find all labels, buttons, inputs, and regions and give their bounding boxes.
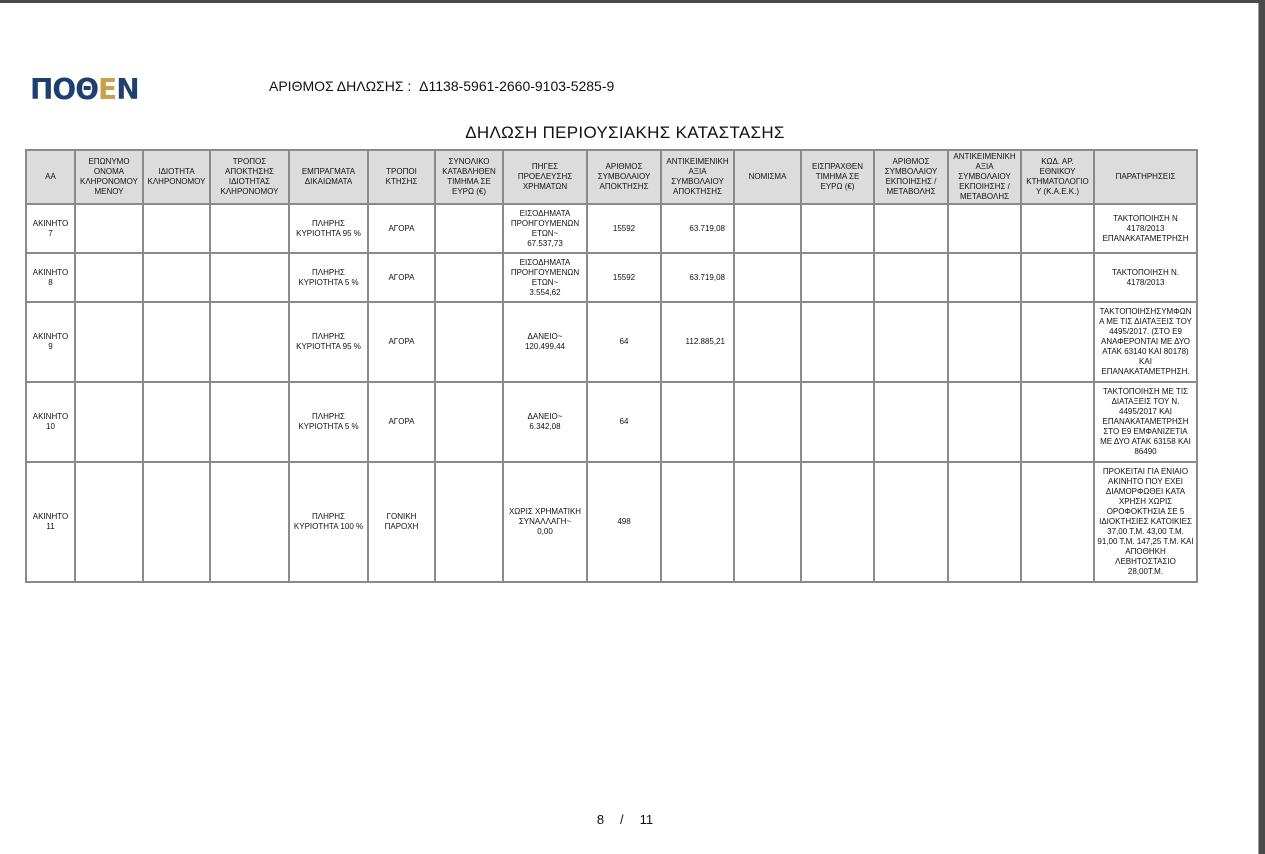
cell-acquisition: ΓΟΝΙΚΗ ΠΑΡΟΧΗ <box>368 462 435 582</box>
cell-empty <box>734 382 801 462</box>
cell-aa: ΑΚΙΝΗΤΟ 11 <box>26 462 75 582</box>
cell-empty <box>143 204 210 253</box>
cell-rights: ΠΛΗΡΗΣ ΚΥΡΙΟΤΗΤΑ 95 % <box>289 204 368 253</box>
logo-text-part3: Ν <box>116 73 139 106</box>
cell-empty <box>75 253 143 302</box>
page-separator: / <box>620 812 624 827</box>
cell-empty <box>210 204 289 253</box>
cell-rights: ΠΛΗΡΗΣ ΚΥΡΙΟΤΗΤΑ 5 % <box>289 382 368 462</box>
cell-acquisition: ΑΓΟΡΑ <box>368 204 435 253</box>
table-row <box>26 382 1197 462</box>
cell-contract: 64 <box>587 302 661 382</box>
document-page <box>0 3 1259 854</box>
header-funds-source: ΠΗΓΕΣ ΠΡΟΕΛΕΥΣΗΣ ΧΡΗΜΑΤΩΝ <box>503 150 587 204</box>
cell-empty <box>801 462 874 582</box>
cell-value: 112.885,21 <box>661 302 734 382</box>
cell-empty <box>75 462 143 582</box>
header-disposal-value: ΑΝΤΙΚΕΙΜΕΝΙΚΗ ΑΞΙΑ ΣΥΜΒΟΛΑΙΟΥ ΕΚΠΟΙΗΣΗΣ / ΜΕΤΑΒΟΛΗΣ <box>948 150 1021 204</box>
cell-rights: ΠΛΗΡΗΣ ΚΥΡΙΟΤΗΤΑ 100 % <box>289 462 368 582</box>
cell-value: 63.719,08 <box>661 253 734 302</box>
cell-empty <box>948 204 1021 253</box>
cell-empty <box>435 253 503 302</box>
cell-empty <box>734 302 801 382</box>
cell-rights: ΠΛΗΡΗΣ ΚΥΡΙΟΤΗΤΑ 5 % <box>289 253 368 302</box>
cell-contract: 64 <box>587 382 661 462</box>
page-title: ΔΗΛΩΣΗ ΠΕΡΙΟΥΣΙΑΚΗΣ ΚΑΤΑΣΤΑΣΗΣ <box>465 123 785 142</box>
cell-empty <box>801 204 874 253</box>
declaration-number <box>265 78 614 94</box>
cell-empty <box>874 302 948 382</box>
header-received-price: ΕΙΣΠΡΑΧΘΕΝ ΤΙΜΗΜΑ ΣΕ ΕΥΡΩ (€) <box>801 150 874 204</box>
cell-notes: ΤΑΚΤΟΠΟΙΗΣΗ Ν 4178/2013 ΕΠΑΝΑΚΑΤΑΜΕΤΡΗΣΗ <box>1094 204 1197 253</box>
declaration-label: ΑΡΙΘΜΟΣ ΔΗΛΩΣΗΣ : <box>269 78 412 94</box>
cell-empty <box>210 462 289 582</box>
header-notes: ΠΑΡΑΤΗΡΗΣΕΙΣ <box>1094 150 1197 204</box>
cell-empty <box>801 382 874 462</box>
cell-empty <box>75 382 143 462</box>
table-row <box>26 302 1197 382</box>
table-header-row <box>26 150 1197 204</box>
header-aa: ΑΑ <box>26 150 75 204</box>
cell-empty <box>75 302 143 382</box>
cell-empty <box>801 302 874 382</box>
cell-empty <box>143 462 210 582</box>
cell-empty <box>435 382 503 462</box>
cell-empty <box>734 253 801 302</box>
page-indicator <box>0 812 1250 827</box>
header-heir-capacity: ΙΔΙΟΤΗΤΑ ΚΛΗΡΟΝΟΜΟΥ <box>143 150 210 204</box>
cell-empty <box>143 382 210 462</box>
declaration-value: Δ1138-5961-2660-9103-5285-9 <box>419 78 615 94</box>
cell-value <box>661 462 734 582</box>
cell-source: ΔΑΝΕΙΟ~ 6.342,08 <box>503 382 587 462</box>
cell-empty <box>948 302 1021 382</box>
cell-empty <box>210 253 289 302</box>
cell-empty <box>210 302 289 382</box>
cell-notes: ΠΡΟΚΕΙΤΑΙ ΓΙΑ ΕΝΙΑΙΟ ΑΚΙΝΗΤΟ ΠΟΥ ΕΧΕΙ ΔΙΑΜΟΡΦΩΘΕΙ ΚΑΤΑ ΧΡΗΣΗ ΧΩΡΙΣ ΟΡΟΦΟΚΤΗΣΙΑ ΣΕ 5 ΙΔΙΟΚΤΗΣΙΕΣ ΚΑΤΟΙΚΙΕΣ 37,00 Τ.Μ. 43,00 Τ.Μ. 91,00 Τ.Μ. 147,25 Τ.Μ. ΚΑΙ ΑΠΟΘΗΚΗ ΛΕΒΗΤΟΣΤΑΣΙΟ 28,00Τ.Μ. <box>1094 462 1197 582</box>
cell-empty <box>1021 204 1094 253</box>
cell-aa: ΑΚΙΝΗΤΟ 8 <box>26 253 75 302</box>
header-disposal-contract: ΑΡΙΘΜΟΣ ΣΥΜΒΟΛΑΙΟΥ ΕΚΠΟΙΗΣΗΣ /ΜΕΤΑΒΟΛΗΣ <box>874 150 948 204</box>
table-row <box>26 462 1197 582</box>
header-heir-acquisition: ΤΡΟΠΟΣ ΑΠΟΚΤΗΣΗΣ ΙΔΙΟΤΗΤΑΣ ΚΛΗΡΟΝΟΜΟΥ <box>210 150 289 204</box>
header-total-paid: ΣΥΝΟΛΙΚΟ ΚΑΤΑΒΛΗΘΕΝ ΤΙΜΗΜΑ ΣΕ ΕΥΡΩ (€) <box>435 150 503 204</box>
company-logo <box>30 73 139 106</box>
cell-value <box>661 382 734 462</box>
header-contract-number: ΑΡΙΘΜΟΣ ΣΥΜΒΟΛΑΙΟΥ ΑΠΟΚΤΗΣΗΣ <box>587 150 661 204</box>
cell-empty <box>143 302 210 382</box>
cell-empty <box>948 382 1021 462</box>
cell-acquisition: ΑΓΟΡΑ <box>368 302 435 382</box>
logo-text-part1: ΠΟΘ <box>30 73 99 106</box>
cell-acquisition: ΑΓΟΡΑ <box>368 253 435 302</box>
cell-empty <box>435 204 503 253</box>
page-total: 11 <box>639 812 654 827</box>
header-heir-name: ΕΠΩΝΥΜΟ ΟΝΟΜΑ ΚΛΗΡΟΝΟΜΟΥ ΜΕΝΟΥ <box>75 150 143 204</box>
cell-rights: ΠΛΗΡΗΣ ΚΥΡΙΟΤΗΤΑ 95 % <box>289 302 368 382</box>
cell-source: ΕΙΣΟΔΗΜΑΤΑ ΠΡΟΗΓΟΥΜΕΝΩΝ ΕΤΩΝ~ 3.554,62 <box>503 253 587 302</box>
cell-acquisition: ΑΓΟΡΑ <box>368 382 435 462</box>
cell-notes: ΤΑΚΤΟΠΟΙΗΣΗ Ν. 4178/2013 <box>1094 253 1197 302</box>
cell-empty <box>1021 302 1094 382</box>
cell-empty <box>948 253 1021 302</box>
cell-empty <box>948 462 1021 582</box>
cell-notes: ΤΑΚΤΟΠΟΙΗΣΗΣΥΜΦΩΝ Α ΜΕ ΤΙΣ ΔΙΑΤΑΞΕΙΣ ΤΟΥ 4495/2017. (ΣΤΟ Ε9 ΑΝΑΦΕΡΟΝΤΑΙ ΜΕ ΔΥΟ ΑΤΑΚ 63140 ΚΑΙ 80178) ΚΑΙ ΕΠΑΝΑΚΑΤΑΜΕΤΡΗΣΗ. <box>1094 302 1197 382</box>
cell-empty <box>210 382 289 462</box>
cell-empty <box>734 204 801 253</box>
cell-contract: 15592 <box>587 253 661 302</box>
cell-empty <box>435 302 503 382</box>
cell-aa: ΑΚΙΝΗΤΟ 10 <box>26 382 75 462</box>
cell-empty <box>874 204 948 253</box>
cell-source: ΧΩΡΙΣ ΧΡΗΜΑΤΙΚΗ ΣΥΝΑΛΛΑΓΗ~ 0,00 <box>503 462 587 582</box>
cell-empty <box>874 462 948 582</box>
cell-value: 63.719,08 <box>661 204 734 253</box>
cell-empty <box>801 253 874 302</box>
cell-empty <box>1021 382 1094 462</box>
cell-empty <box>75 204 143 253</box>
page-current: 8 <box>596 812 605 827</box>
cell-source: ΕΙΣΟΔΗΜΑΤΑ ΠΡΟΗΓΟΥΜΕΝΩΝ ΕΤΩΝ~ 67.537,73 <box>503 204 587 253</box>
table-row <box>26 253 1197 302</box>
cell-empty <box>143 253 210 302</box>
cell-aa: ΑΚΙΝΗΤΟ 7 <box>26 204 75 253</box>
cell-aa: ΑΚΙΝΗΤΟ 9 <box>26 302 75 382</box>
header-currency: ΝΟΜΙΣΜΑ <box>734 150 801 204</box>
cell-empty <box>435 462 503 582</box>
header-kaek: ΚΩΔ. ΑΡ. ΕΘΝΙΚΟΥ ΚΤΗΜΑΤΟΛΟΓΙΟ Υ (Κ.Α.Ε.Κ.) <box>1021 150 1094 204</box>
cell-contract: 498 <box>587 462 661 582</box>
cell-empty <box>874 253 948 302</box>
header-objective-value: ΑΝΤΙΚΕΙΜΕΝΙΚΗ ΑΞΙΑ ΣΥΜΒΟΛΑΙΟΥ ΑΠΟΚΤΗΣΗΣ <box>661 150 734 204</box>
header-rights: ΕΜΠΡΑΓΜΑΤΑ ΔΙΚΑΙΩΜΑΤΑ <box>289 150 368 204</box>
assets-table <box>25 149 1198 583</box>
logo-text-part2: Ε <box>98 73 117 106</box>
cell-empty <box>1021 462 1094 582</box>
cell-notes: ΤΑΚΤΟΠΟΙΗΣΗ ΜΕ ΤΙΣ ΔΙΑΤΑΞΕΙΣ ΤΟΥ Ν. 4495/2017 ΚΑΙ ΕΠΑΝΑΚΑΤΑΜΕΤΡΗΣΗ ΣΤΟ Ε9 ΕΜΦΑΝΙΖΕΤΙΑ ΜΕ ΔΥΟ ΑΤΑΚ 63158 ΚΑΙ 86490 <box>1094 382 1197 462</box>
cell-empty <box>874 382 948 462</box>
header-acquisition-method: ΤΡΟΠΟΙ ΚΤΗΣΗΣ <box>368 150 435 204</box>
cell-source: ΔΑΝΕΙΟ~ 120.499,44 <box>503 302 587 382</box>
cell-empty <box>734 462 801 582</box>
table-row <box>26 204 1197 253</box>
cell-empty <box>1021 253 1094 302</box>
cell-contract: 15592 <box>587 204 661 253</box>
